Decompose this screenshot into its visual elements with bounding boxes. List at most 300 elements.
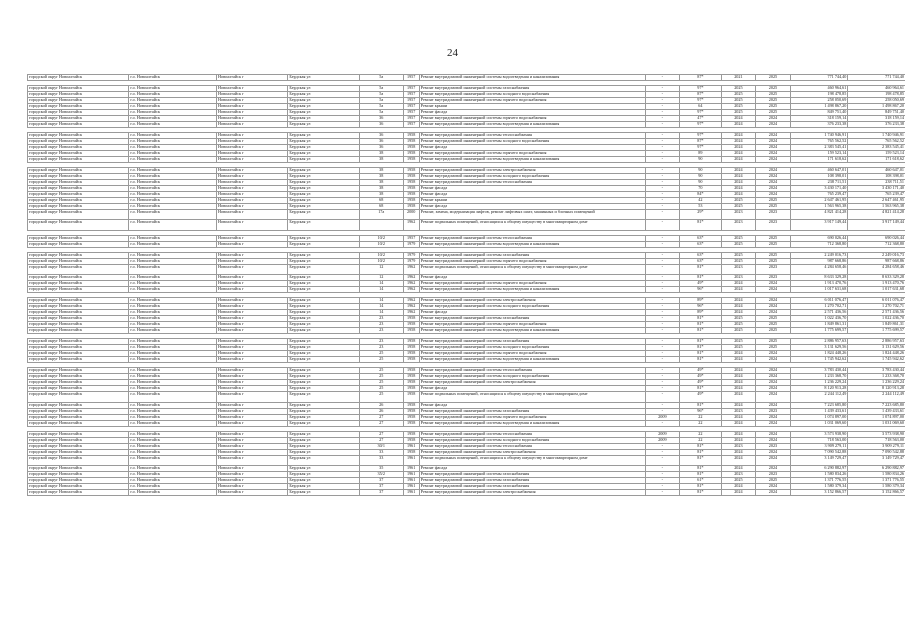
cell-locality: Новоалтайск г <box>216 408 287 414</box>
cell-marker: - <box>645 408 680 414</box>
cell-locality: Новоалтайск г <box>216 139 287 145</box>
cell-street: Бердская ул <box>288 368 359 374</box>
cell-start: 2024 <box>721 437 756 443</box>
cell-locality: Новоалтайск г <box>216 298 287 304</box>
cell-cost2: 3 917 149,44 <box>848 220 905 230</box>
cell-id: 97* <box>680 110 721 116</box>
cell-start: 2023 <box>721 275 756 281</box>
cell-street: Бердская ул <box>288 322 359 328</box>
cell-cost: 3 430 171,40 <box>790 186 848 192</box>
cell-work: Ремонт внутридомовой инженерной системы газоснабжения <box>419 252 645 258</box>
cell-year: 1961 <box>403 483 419 489</box>
cell-work: Ремонт фасада <box>419 204 645 210</box>
cell-cost2: 1 017 631,68 <box>848 287 905 293</box>
cell-marker: 2009 <box>645 431 680 437</box>
cell-marker: - <box>645 420 680 426</box>
cell-year: 1961 <box>403 477 419 483</box>
cell-end: 2024 <box>756 310 791 316</box>
cell-id: 81* <box>680 471 721 477</box>
cell-marker: - <box>645 351 680 357</box>
cell-locality: Новоалтайск г <box>216 110 287 116</box>
cell-cost: 3 149 729,47 <box>790 455 848 465</box>
cell-locality: Новоалтайск г <box>216 449 287 455</box>
cell-street: Бердская ул <box>288 145 359 151</box>
cell-street: Бердская ул <box>288 310 359 316</box>
cell-cost2: 1 563 965,38 <box>848 204 905 210</box>
cell-district: городской округ Новоалтайск <box>28 287 129 293</box>
cell-locality: Новоалтайск г <box>216 316 287 322</box>
cell-house: 14 <box>359 304 403 310</box>
cell-street: Бердская ул <box>288 241 359 247</box>
cell-start: 2024 <box>721 157 756 163</box>
cell-start: 2024 <box>721 414 756 420</box>
cell-locality: Новоалтайск г <box>216 204 287 210</box>
cell-house: 33 <box>359 455 403 465</box>
cell-work: Ремонт внутридомовой инженерной системы холодного водоснабжения <box>419 139 645 145</box>
cell-end: 2023 <box>756 443 791 449</box>
cell-city: г.о. Новоалтайск <box>129 310 217 316</box>
cell-end: 2024 <box>756 437 791 443</box>
cell-start: 2021 <box>721 75 756 81</box>
cell-marker: - <box>645 174 680 180</box>
cell-marker: - <box>645 139 680 145</box>
cell-marker: - <box>645 92 680 98</box>
cell-cost: 771 744,40 <box>790 75 848 81</box>
cell-start: 2025 <box>721 322 756 328</box>
cell-start: 2025 <box>721 92 756 98</box>
cell-district: городской округ Новоалтайск <box>28 151 129 157</box>
cell-marker: 2009 <box>645 437 680 443</box>
cell-start: 2023 <box>721 443 756 449</box>
cell-marker: - <box>645 483 680 489</box>
cell-id: 70 <box>680 186 721 192</box>
cell-house: 25 <box>359 368 403 374</box>
cell-house: 12 <box>359 275 403 281</box>
cell-cost: 159 523,14 <box>790 151 848 157</box>
cell-street: Бердская ул <box>288 275 359 281</box>
cell-year: 1957 <box>403 98 419 104</box>
cell-year: 1958 <box>403 174 419 180</box>
cell-house: 14 <box>359 281 403 287</box>
cell-city: г.о. Новоалтайск <box>129 316 217 322</box>
cell-street: Бердская ул <box>288 449 359 455</box>
cell-year: 1957 <box>403 116 419 122</box>
cell-street: Бердская ул <box>288 157 359 163</box>
cell-locality: Новоалтайск г <box>216 198 287 204</box>
cell-cost: 8 120 913,28 <box>790 386 848 392</box>
cell-street: Бердская ул <box>288 287 359 293</box>
cell-work: Ремонт внутридомовой инженерной системы водоотведения и канализования <box>419 241 645 247</box>
cell-district: городской округ Новоалтайск <box>28 110 129 116</box>
cell-work: Ремонт внутридомовой инженерной системы холодного водоснабжения <box>419 345 645 351</box>
cell-work: Ремонт внутридомовой инженерной системы электроснабжения <box>419 168 645 174</box>
cell-start: 2025 <box>721 235 756 241</box>
cell-end: 2024 <box>756 431 791 437</box>
cell-city: г.о. Новоалтайск <box>129 281 217 287</box>
cell-id: 63* <box>680 258 721 264</box>
cell-year: 1957 <box>403 86 419 92</box>
cell-year: 1962 <box>403 298 419 304</box>
cell-district: городской округ Новоалтайск <box>28 122 129 128</box>
cell-marker: - <box>645 133 680 139</box>
cell-locality: Новоалтайск г <box>216 235 287 241</box>
cell-cost2: 1 074 897,00 <box>848 414 905 420</box>
cell-locality: Новоалтайск г <box>216 275 287 281</box>
cell-district: городской округ Новоалтайск <box>28 168 129 174</box>
cell-id: 49* <box>680 281 721 287</box>
cell-year: 1958 <box>403 133 419 139</box>
cell-end: 2024 <box>756 186 791 192</box>
cell-end: 2023 <box>756 210 791 220</box>
table-row <box>28 489 905 495</box>
cell-cost: 849 751,40 <box>790 110 848 116</box>
cell-street: Бердская ул <box>288 489 359 495</box>
cell-end: 2024 <box>756 133 791 139</box>
cell-end: 2024 <box>756 151 791 157</box>
cell-id: 42 <box>680 198 721 204</box>
cell-cost2: 1 775 699,57 <box>848 328 905 334</box>
cell-start: 2024 <box>721 304 756 310</box>
cell-house: 37 <box>359 489 403 495</box>
cell-house: 23 <box>359 339 403 345</box>
cell-city: г.о. Новоалтайск <box>129 186 217 192</box>
cell-district: городской округ Новоалтайск <box>28 392 129 402</box>
cell-end: 2023 <box>756 275 791 281</box>
cell-work: Ремонт подвальных помещений, относящихся к общему имуществу в многоквартирном доме <box>419 392 645 402</box>
cell-id: 22 <box>680 420 721 426</box>
cell-district: городской округ Новоалтайск <box>28 316 129 322</box>
cell-work: Ремонт внутридомовой инженерной системы электроснабжения <box>419 298 645 304</box>
cell-start: 2024 <box>721 368 756 374</box>
cell-end: 2024 <box>756 139 791 145</box>
cell-city: г.о. Новоалтайск <box>129 465 217 471</box>
cell-house: 36 <box>359 122 403 128</box>
cell-cost: 238 711,51 <box>790 180 848 186</box>
cell-street: Бердская ул <box>288 374 359 380</box>
cell-marker: - <box>645 345 680 351</box>
cell-id: 81* <box>680 489 721 495</box>
cell-end: 2024 <box>756 157 791 163</box>
cell-end: 2023 <box>756 408 791 414</box>
cell-city: г.о. Новоалтайск <box>129 139 217 145</box>
cell-locality: Новоалтайск г <box>216 98 287 104</box>
cell-cost2: 3 783 430,44 <box>848 368 905 374</box>
cell-end: 2024 <box>756 392 791 402</box>
cell-locality: Новоалтайск г <box>216 380 287 386</box>
cell-cost: 1 849 861,31 <box>790 322 848 328</box>
cell-district: городской округ Новоалтайск <box>28 386 129 392</box>
cell-district: городской округ Новоалтайск <box>28 252 129 258</box>
cell-district: городской округ Новоалтайск <box>28 345 129 351</box>
cell-city: г.о. Новоалтайск <box>129 122 217 128</box>
cell-locality: Новоалтайск г <box>216 304 287 310</box>
cell-street: Бердская ул <box>288 386 359 392</box>
cell-year: 1958 <box>403 368 419 374</box>
cell-end: 2023 <box>756 220 791 230</box>
cell-cost2: 376 233,38 <box>848 122 905 128</box>
cell-start: 2024 <box>721 139 756 145</box>
cell-cost2: 8 120 913,28 <box>848 386 905 392</box>
cell-marker: - <box>645 477 680 483</box>
cell-city: г.о. Новоалтайск <box>129 235 217 241</box>
cell-city: г.о. Новоалтайск <box>129 477 217 483</box>
cell-city: г.о. Новоалтайск <box>129 357 217 363</box>
cell-street: Бердская ул <box>288 192 359 198</box>
cell-locality: Новоалтайск г <box>216 157 287 163</box>
cell-street: Бердская ул <box>288 204 359 210</box>
cell-id: 87* <box>680 75 721 81</box>
cell-year: 1962 <box>403 281 419 287</box>
cell-start: 2025 <box>721 477 756 483</box>
cell-end: 2024 <box>756 116 791 122</box>
cell-city: г.о. Новоалтайск <box>129 443 217 449</box>
cell-end: 2024 <box>756 386 791 392</box>
cell-city: г.о. Новоалтайск <box>129 328 217 334</box>
cell-id: 63* <box>680 241 721 247</box>
cell-year: 1958 <box>403 449 419 455</box>
cell-city: г.о. Новоалтайск <box>129 220 217 230</box>
cell-work: Ремонт крыши <box>419 104 645 110</box>
cell-cost2: 171 618,62 <box>848 157 905 163</box>
cell-locality: Новоалтайск г <box>216 339 287 345</box>
cell-cost2: 159 523,14 <box>848 151 905 157</box>
cell-cost2: 238 711,51 <box>848 180 905 186</box>
cell-locality: Новоалтайск г <box>216 122 287 128</box>
cell-district: городской округ Новоалтайск <box>28 357 129 363</box>
cell-id: 90 <box>680 157 721 163</box>
cell-street: Бердская ул <box>288 139 359 145</box>
cell-city: г.о. Новоалтайск <box>129 392 217 402</box>
cell-city: г.о. Новоалтайск <box>129 374 217 380</box>
cell-marker: - <box>645 339 680 345</box>
cell-cost: 108 398,01 <box>790 174 848 180</box>
cell-start: 2024 <box>721 386 756 392</box>
cell-work: Ремонт внутридомовой инженерной системы газоснабжения <box>419 86 645 92</box>
cell-marker: - <box>645 316 680 322</box>
cell-house: 68 <box>359 204 403 210</box>
cell-city: г.о. Новоалтайск <box>129 339 217 345</box>
cell-cost: 1 371 776,55 <box>790 477 848 483</box>
cell-district: городской округ Новоалтайск <box>28 351 129 357</box>
cell-cost2: 765 239,47 <box>848 192 905 198</box>
cell-start: 2024 <box>721 357 756 363</box>
cell-start: 2024 <box>721 374 756 380</box>
cell-work: Ремонт внутридомовой инженерной системы горячего водоснабжения <box>419 151 645 157</box>
cell-city: г.о. Новоалтайск <box>129 322 217 328</box>
cell-city: г.о. Новоалтайск <box>129 104 217 110</box>
cell-city: г.о. Новоалтайск <box>129 420 217 426</box>
cell-cost: 3 909 279,11 <box>790 443 848 449</box>
cell-street: Бердская ул <box>288 133 359 139</box>
cell-street: Бердская ул <box>288 443 359 449</box>
cell-house: 23 <box>359 328 403 334</box>
cell-locality: Новоалтайск г <box>216 443 287 449</box>
cell-work: Ремонт внутридомовой инженерной системы электроснабжения <box>419 449 645 455</box>
cell-id: 84* <box>680 192 721 198</box>
cell-cost: 1 740 946,91 <box>790 133 848 139</box>
cell-cost: 1 017 631,68 <box>790 287 848 293</box>
cell-end: 2024 <box>756 465 791 471</box>
cell-marker: - <box>645 449 680 455</box>
cell-cost2: 7 223 685,80 <box>848 402 905 408</box>
cell-end: 2024 <box>756 455 791 465</box>
cell-house: 27 <box>359 414 403 420</box>
cell-end: 2024 <box>756 174 791 180</box>
cell-cost: 3 573 938,90 <box>790 431 848 437</box>
cell-cost2: 849 751,40 <box>848 110 905 116</box>
cell-work: Ремонт внутридомовой инженерной системы электроснабжения <box>419 380 645 386</box>
cell-house: 25 <box>359 380 403 386</box>
cell-cost2: 987 668,86 <box>848 258 905 264</box>
cell-year: 1962 <box>403 275 419 281</box>
cell-street: Бердская ул <box>288 437 359 443</box>
cell-marker: - <box>645 380 680 386</box>
cell-id: 81* <box>680 339 721 345</box>
cell-street: Бердская ул <box>288 198 359 204</box>
cell-id: 81* <box>680 328 721 334</box>
cell-district: городской округ Новоалтайск <box>28 465 129 471</box>
cell-district: городской округ Новоалтайск <box>28 489 129 495</box>
cell-year: 1958 <box>403 139 419 145</box>
cell-locality: Новоалтайск г <box>216 477 287 483</box>
cell-cost2: 8 633 329,28 <box>848 275 905 281</box>
table-body <box>28 75 905 496</box>
cell-start: 2024 <box>721 489 756 495</box>
cell-end: 2024 <box>756 168 791 174</box>
cell-cost: 718 563,00 <box>790 437 848 443</box>
cell-street: Бердская ул <box>288 168 359 174</box>
cell-cost: 765 562,52 <box>790 139 848 145</box>
cell-house: 5а <box>359 98 403 104</box>
cell-house: 26 <box>359 408 403 414</box>
cell-street: Бердская ул <box>288 258 359 264</box>
cell-house: 5а <box>359 92 403 98</box>
cell-id: 64 <box>680 104 721 110</box>
cell-cost2: 318 159,14 <box>848 116 905 122</box>
cell-end: 2025 <box>756 258 791 264</box>
cell-cost: 318 159,14 <box>790 116 848 122</box>
cell-start: 2025 <box>721 345 756 351</box>
cell-start: 2025 <box>721 316 756 322</box>
cell-house: 38 <box>359 168 403 174</box>
cell-marker: - <box>645 455 680 465</box>
cell-cost2: 2 886 957,63 <box>848 339 905 345</box>
cell-marker: - <box>645 180 680 186</box>
cell-cost: 3 917 149,44 <box>790 220 848 230</box>
cell-year: 1958 <box>403 402 419 408</box>
cell-street: Бердская ул <box>288 357 359 363</box>
cell-district: городской округ Новоалтайск <box>28 264 129 274</box>
cell-end: 2025 <box>756 477 791 483</box>
cell-id: 81* <box>680 316 721 322</box>
cell-work: Ремонт внутридомовой инженерной системы горячего водоснабжения <box>419 98 645 104</box>
cell-street: Бердская ул <box>288 316 359 322</box>
cell-cost: 376 233,38 <box>790 122 848 128</box>
cell-house: 68 <box>359 198 403 204</box>
cell-year: 1958 <box>403 351 419 357</box>
cell-city: г.о. Новоалтайск <box>129 110 217 116</box>
cell-year: 1958 <box>403 316 419 322</box>
cell-house: 30/1 <box>359 443 403 449</box>
cell-id: 90 <box>680 180 721 186</box>
cell-work: Ремонт фасада <box>419 145 645 151</box>
cell-cost2: 690 026,44 <box>848 235 905 241</box>
cell-start: 2024 <box>721 168 756 174</box>
cell-cost: 2 886 957,63 <box>790 339 848 345</box>
cell-locality: Новоалтайск г <box>216 431 287 437</box>
cell-district: городской округ Новоалтайск <box>28 455 129 465</box>
cell-cost: 198 478,85 <box>790 92 848 98</box>
cell-locality: Новоалтайск г <box>216 75 287 81</box>
cell-cost: 712 368,80 <box>790 241 848 247</box>
cell-start: 2024 <box>721 402 756 408</box>
cell-end: 2024 <box>756 180 791 186</box>
cell-start: 2025 <box>721 258 756 264</box>
cell-marker: - <box>645 110 680 116</box>
cell-work: Ремонт, замена, модернизация лифтов, ремонт лифтовых шахт, машинных и блочных помещений <box>419 210 645 220</box>
cell-street: Бердская ул <box>288 328 359 334</box>
cell-work: Ремонт внутридомовой инженерной системы теплоснабжения <box>419 431 645 437</box>
cell-end: 2024 <box>756 449 791 455</box>
cell-street: Бердская ул <box>288 431 359 437</box>
cell-cost: 987 668,86 <box>790 258 848 264</box>
cell-city: г.о. Новоалтайск <box>129 287 217 293</box>
cell-marker: - <box>645 151 680 157</box>
cell-end: 2024 <box>756 304 791 310</box>
cell-cost: 3 152 866,57 <box>790 489 848 495</box>
cell-cost2: 2 647 461,95 <box>848 198 905 204</box>
cell-district: городской округ Новоалтайск <box>28 98 129 104</box>
cell-street: Бердская ул <box>288 252 359 258</box>
cell-start: 2024 <box>721 151 756 157</box>
cell-start: 2025 <box>721 328 756 334</box>
cell-locality: Новоалтайск г <box>216 168 287 174</box>
cell-year: 1958 <box>403 322 419 328</box>
cell-start: 2023 <box>721 471 756 477</box>
cell-house: 38 <box>359 174 403 180</box>
cell-id: 49* <box>680 374 721 380</box>
cell-year: 1962 <box>403 264 419 274</box>
cell-district: городской округ Новоалтайск <box>28 402 129 408</box>
cell-id: 22 <box>680 437 721 443</box>
cell-start: 2024 <box>721 174 756 180</box>
cell-marker: - <box>645 489 680 495</box>
cell-id: 22 <box>680 414 721 420</box>
cell-work: Ремонт внутридомовой инженерной системы холодного водоснабжения <box>419 92 645 98</box>
cell-id: 96* <box>680 304 721 310</box>
cell-street: Бердская ул <box>288 104 359 110</box>
cell-locality: Новоалтайск г <box>216 116 287 122</box>
cell-marker: - <box>645 157 680 163</box>
cell-end: 2025 <box>756 345 791 351</box>
cell-cost: 1 775 699,57 <box>790 328 848 334</box>
cell-marker: - <box>645 192 680 198</box>
cell-marker: - <box>645 465 680 471</box>
cell-cost: 1 913 470,76 <box>790 281 848 287</box>
cell-district: городской округ Новоалтайск <box>28 133 129 139</box>
cell-city: г.о. Новоалтайск <box>129 345 217 351</box>
cell-city: г.о. Новоалтайск <box>129 304 217 310</box>
cell-cost2: 1 498 867,20 <box>848 104 905 110</box>
cell-end: 2025 <box>756 110 791 116</box>
cell-street: Бердская ул <box>288 264 359 274</box>
cell-cost: 1 074 897,00 <box>790 414 848 420</box>
cell-work: Ремонт внутридомовой инженерной системы теплоснабжения <box>419 235 645 241</box>
cell-street: Бердская ул <box>288 98 359 104</box>
cell-city: г.о. Новоалтайск <box>129 351 217 357</box>
cell-work: Ремонт фасада <box>419 402 645 408</box>
cell-locality: Новоалтайск г <box>216 133 287 139</box>
